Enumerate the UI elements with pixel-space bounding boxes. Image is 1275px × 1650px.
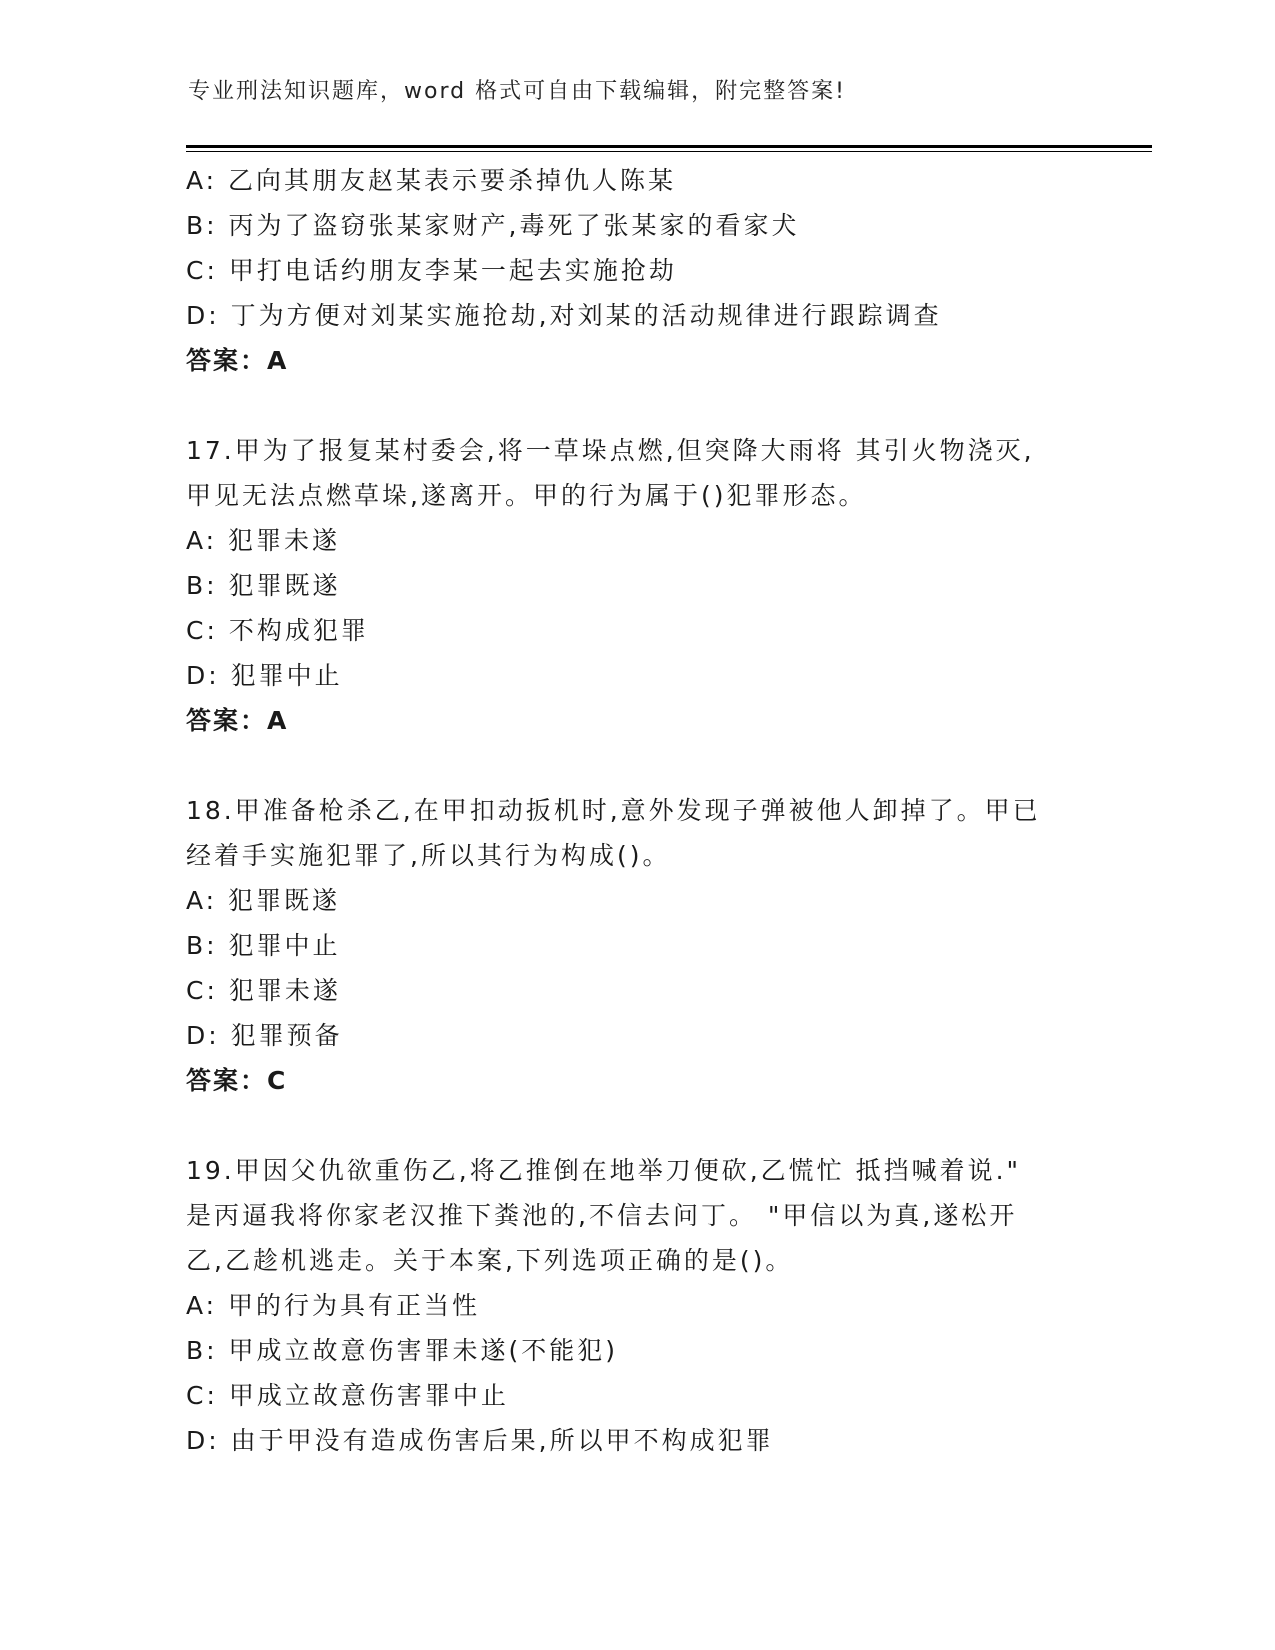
option-c: C: 不构成犯罪 bbox=[186, 616, 369, 645]
option-b: B: 甲成立故意伤害罪未遂(不能犯) bbox=[186, 1336, 619, 1365]
option-c: C: 甲成立故意伤害罪中止 bbox=[186, 1381, 509, 1410]
question-stem-line: 乙,乙趁机逃走。关于本案,下列选项正确的是()。 bbox=[186, 1246, 794, 1275]
question-16 bbox=[186, 158, 1086, 383]
option-a: A: 乙向其朋友赵某表示要杀掉仇人陈某 bbox=[186, 166, 677, 195]
question-18 bbox=[186, 788, 1086, 1103]
option-a: A: 犯罪既遂 bbox=[186, 886, 341, 915]
question-stem-line: 经着手实施犯罪了,所以其行为构成()。 bbox=[186, 841, 671, 870]
question-stem-line: 18.甲准备枪杀乙,在甲扣动扳机时,意外发现子弹被他人卸掉了。甲已 bbox=[186, 796, 1041, 825]
question-17 bbox=[186, 428, 1086, 743]
option-b: B: 犯罪既遂 bbox=[186, 571, 341, 600]
question-list bbox=[186, 158, 1086, 1463]
option-d: D: 犯罪中止 bbox=[186, 661, 343, 690]
question-stem-line: 19.甲因父仇欲重伤乙,将乙推倒在地举刀便砍,乙慌忙 抵挡喊着说." bbox=[186, 1156, 1022, 1185]
option-a: A: 犯罪未遂 bbox=[186, 526, 341, 555]
page-header: 专业刑法知识题库，word 格式可自由下载编辑，附完整答案! bbox=[188, 79, 846, 104]
option-d: D: 丁为方便对刘某实施抢劫,对刘某的活动规律进行跟踪调查 bbox=[186, 301, 942, 330]
question-19 bbox=[186, 1148, 1086, 1463]
header-rule-thick bbox=[186, 145, 1152, 148]
answer: 答案：A bbox=[186, 706, 289, 735]
option-b: B: 丙为了盗窃张某家财产,毒死了张某家的看家犬 bbox=[186, 211, 800, 240]
spacer bbox=[186, 743, 1086, 788]
answer: 答案：C bbox=[186, 1066, 288, 1095]
spacer bbox=[186, 1103, 1086, 1148]
option-b: B: 犯罪中止 bbox=[186, 931, 341, 960]
header-rule-thin bbox=[186, 151, 1152, 152]
option-c: C: 犯罪未遂 bbox=[186, 976, 341, 1005]
option-d: D: 犯罪预备 bbox=[186, 1021, 343, 1050]
question-stem-line: 17.甲为了报复某村委会,将一草垛点燃,但突降大雨将 其引火物浇灭, bbox=[186, 436, 1035, 465]
option-a: A: 甲的行为具有正当性 bbox=[186, 1291, 481, 1320]
option-c: C: 甲打电话约朋友李某一起去实施抢劫 bbox=[186, 256, 677, 285]
answer: 答案：A bbox=[186, 346, 289, 375]
question-stem-line: 甲见无法点燃草垛,遂离开。甲的行为属于()犯罪形态。 bbox=[186, 481, 867, 510]
option-d: D: 由于甲没有造成伤害后果,所以甲不构成犯罪 bbox=[186, 1426, 774, 1455]
spacer bbox=[186, 383, 1086, 428]
question-stem-line: 是丙逼我将你家老汉推下粪池的,不信去问丁。 "甲信以为真,遂松开 bbox=[186, 1201, 1018, 1230]
